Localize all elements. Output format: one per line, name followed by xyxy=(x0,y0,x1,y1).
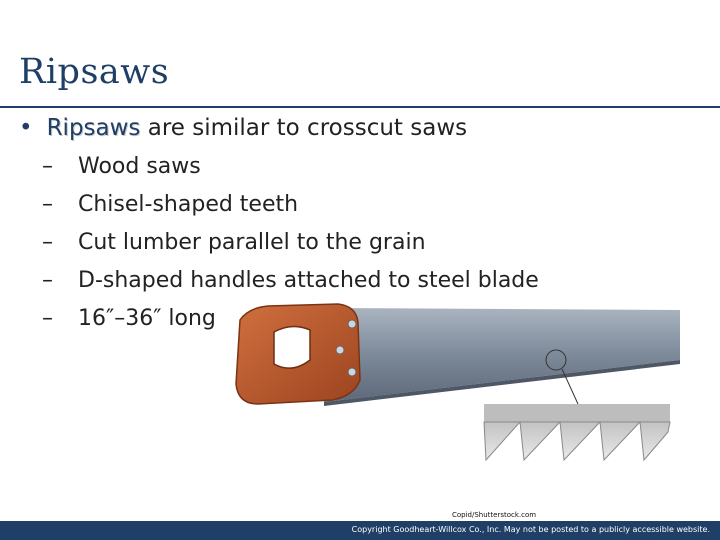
sub-bullet-2 xyxy=(42,192,298,217)
main-bullet xyxy=(19,115,467,141)
sub-bullet-5 xyxy=(42,306,216,331)
bullet-text: are similar to crosscut saws xyxy=(140,115,468,141)
footer-bar xyxy=(0,521,720,540)
dash-icon: – xyxy=(42,192,53,217)
handle-rivet xyxy=(348,368,356,376)
sub-bullet-text: Chisel-shaped teeth xyxy=(78,192,299,217)
saw-blade xyxy=(324,308,680,402)
ripsaw-illustration-icon xyxy=(228,300,708,500)
sub-bullet-text: 16″–36″ long xyxy=(78,306,216,331)
image-credit: Copid/Shutterstock.com xyxy=(452,511,537,519)
sub-bullet-3 xyxy=(42,230,426,255)
dash-icon: – xyxy=(42,154,53,179)
bullet-keyword: Ripsaws xyxy=(46,115,141,141)
sub-bullet-text: Cut lumber parallel to the grain xyxy=(78,230,426,255)
bullet-dot-icon: • xyxy=(19,115,33,141)
handle-rivet xyxy=(336,346,344,354)
dash-icon: – xyxy=(42,306,53,331)
handle-grip-hole xyxy=(274,326,310,368)
saw-teeth-detail-icon xyxy=(484,404,670,460)
sub-bullet-4 xyxy=(42,268,539,293)
handle-rivet xyxy=(348,320,356,328)
dash-icon: – xyxy=(42,268,53,293)
slide-title: Ripsaws xyxy=(19,52,170,92)
copyright-notice: Copyright Goodheart-Willcox Co., Inc. May not be posted to a publicly accessible website. xyxy=(351,525,710,534)
sub-bullet-text: Wood saws xyxy=(78,154,201,179)
title-rule xyxy=(0,106,720,108)
dash-icon: – xyxy=(42,230,53,255)
sub-bullet-text: D-shaped handles attached to steel blade xyxy=(78,268,539,293)
sub-bullet-1 xyxy=(42,154,201,179)
